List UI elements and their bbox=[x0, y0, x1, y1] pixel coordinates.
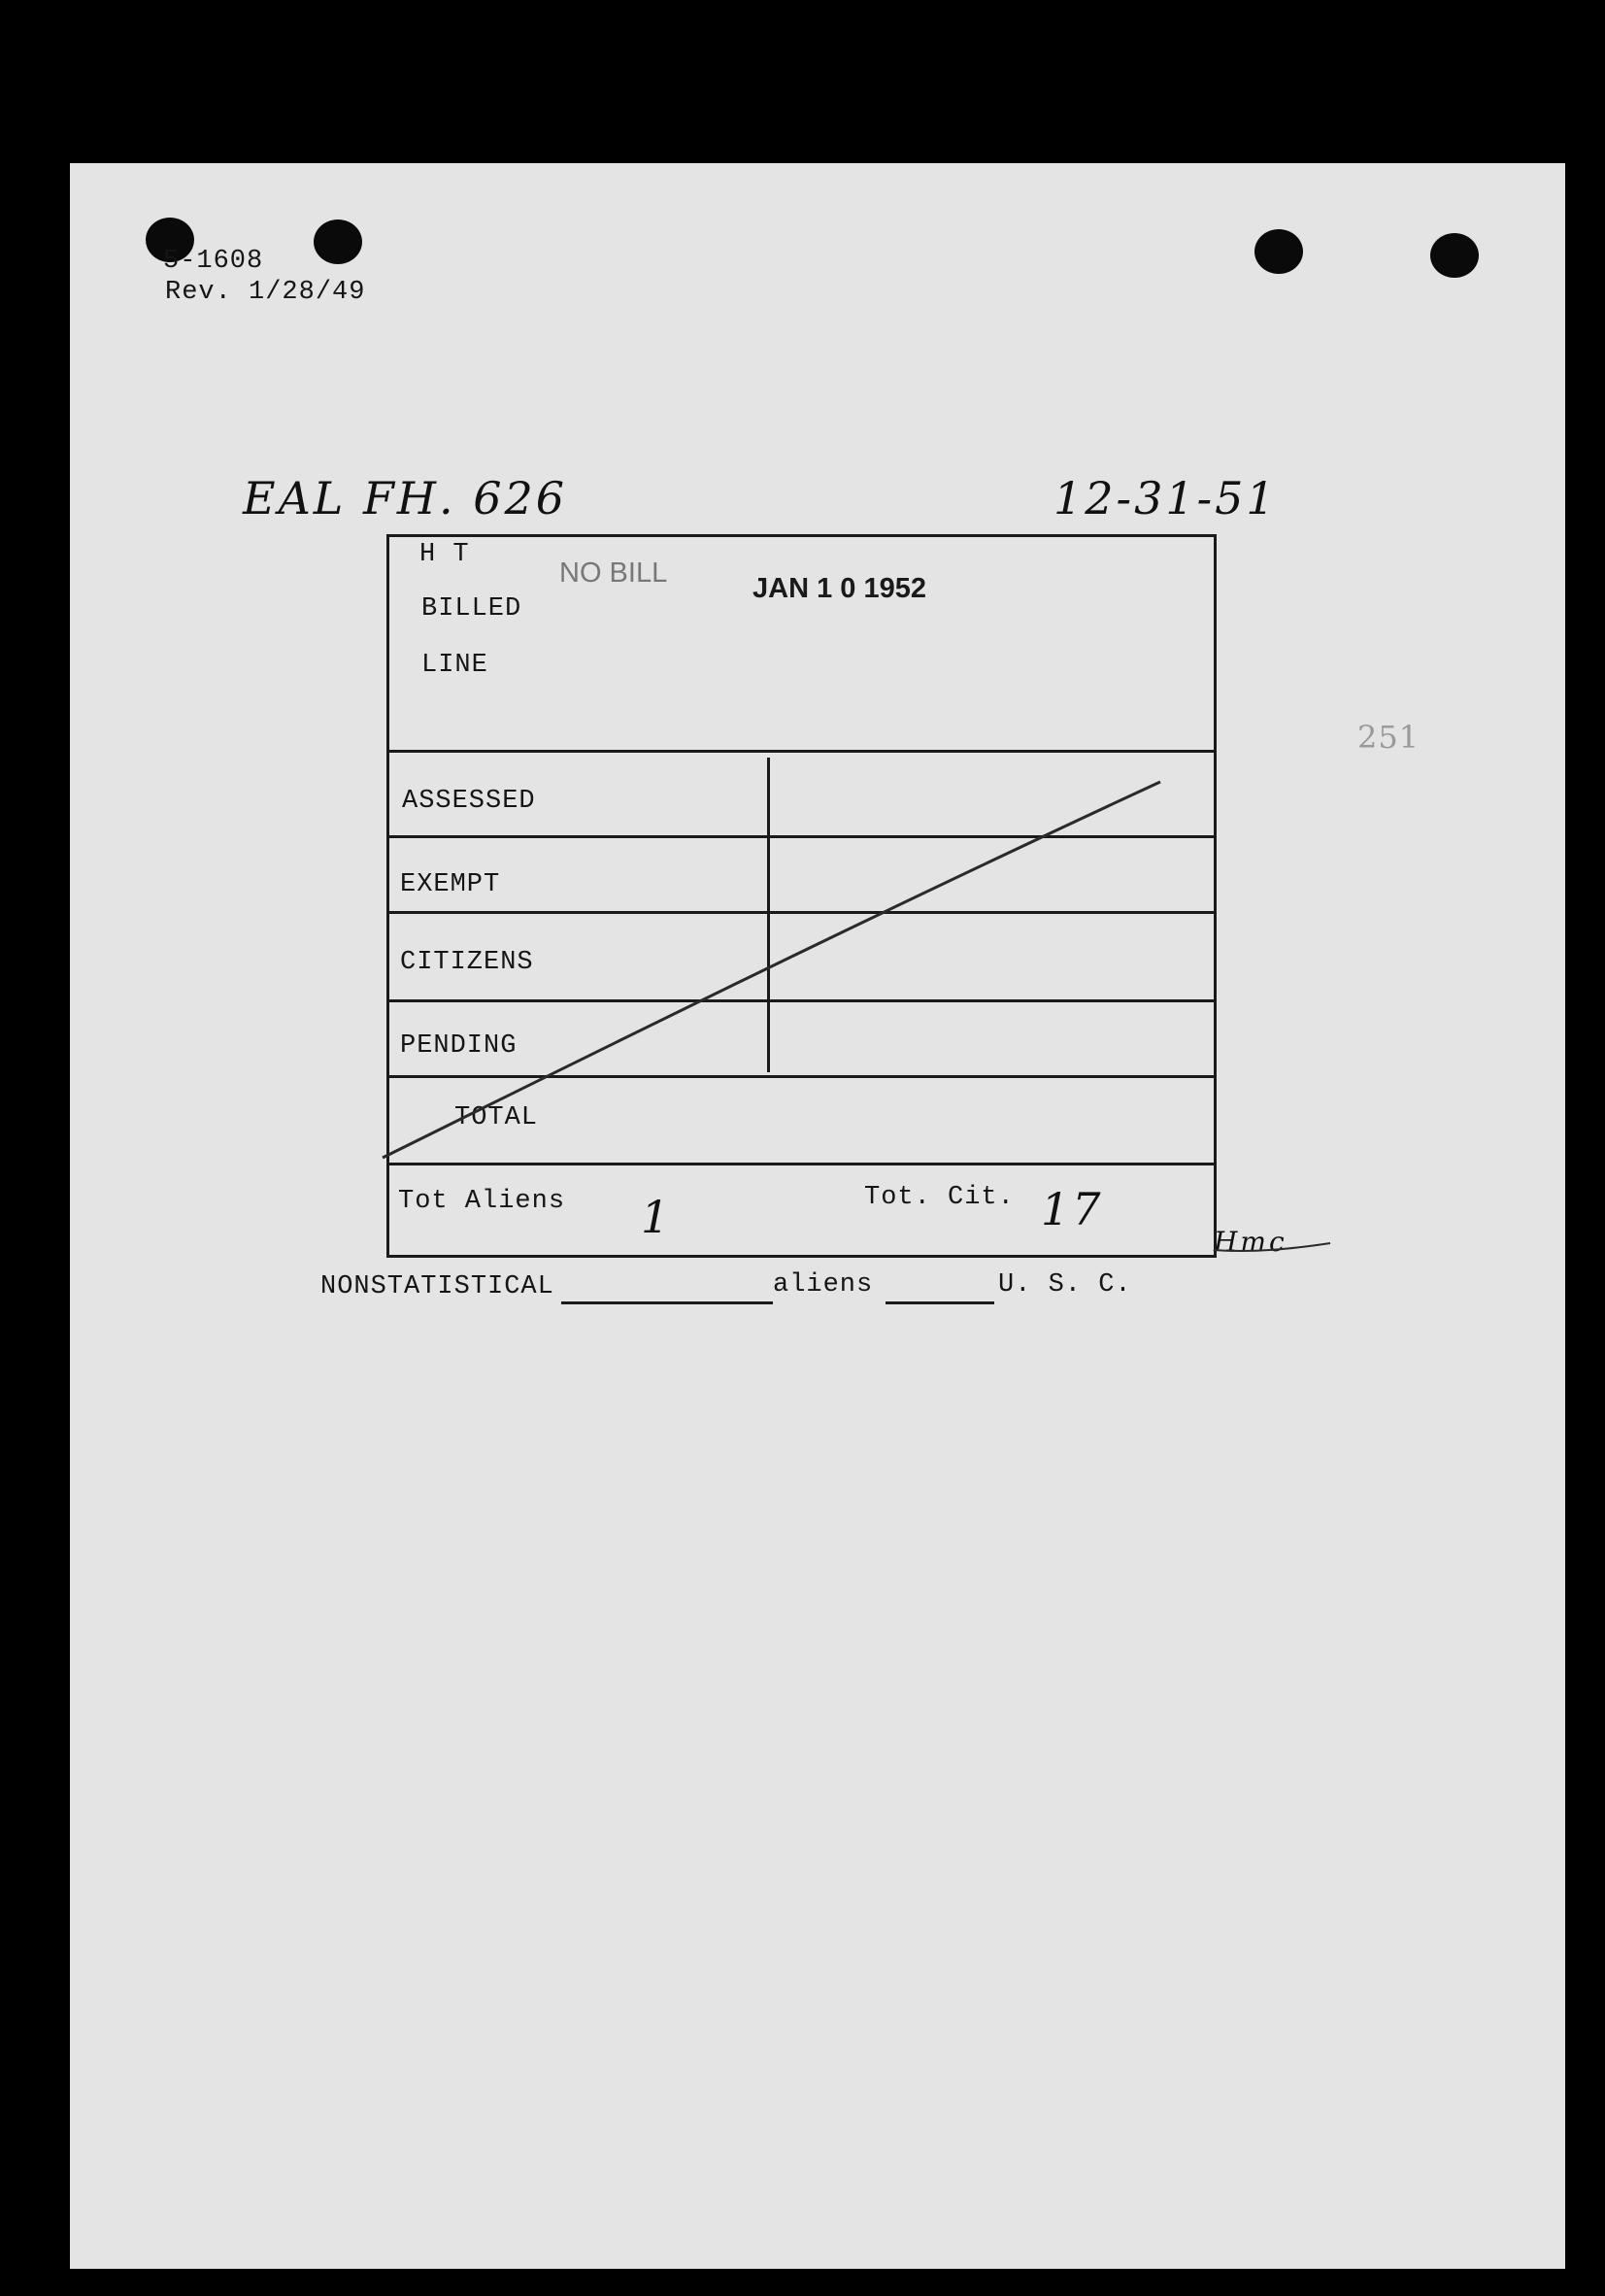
date-stamp: JAN 1 0 1952 bbox=[752, 573, 926, 604]
label-line: LINE bbox=[421, 651, 488, 680]
label-ht: H T bbox=[419, 540, 470, 569]
tot-aliens-value: 1 bbox=[641, 1191, 673, 1243]
row-label-exempt: EXEMPT bbox=[400, 870, 501, 899]
nonstatistical-label: NONSTATISTICAL bbox=[320, 1272, 554, 1301]
aliens-blank bbox=[886, 1301, 994, 1304]
usc-label: U. S. C. bbox=[998, 1270, 1132, 1300]
form-number: 5-1608 bbox=[163, 247, 264, 276]
tot-cit-label: Tot. Cit. bbox=[864, 1183, 1015, 1212]
page-number: 251 bbox=[1357, 719, 1421, 756]
label-billed: BILLED bbox=[421, 594, 522, 624]
row-label-citizens: CITIZENS bbox=[400, 948, 534, 977]
aliens-label: aliens bbox=[773, 1270, 874, 1300]
nonstatistical-blank bbox=[561, 1301, 773, 1304]
tot-aliens-label: Tot Aliens bbox=[398, 1187, 566, 1216]
handwritten-date: 12-31-51 bbox=[1053, 472, 1278, 524]
handwritten-initials: Hmc bbox=[1214, 1226, 1287, 1258]
row-label-assessed: ASSESSED bbox=[402, 787, 536, 816]
row-label-pending: PENDING bbox=[400, 1031, 518, 1061]
form-revision: Rev. 1/28/49 bbox=[165, 278, 366, 307]
handwritten-file-reference: EAL FH. 626 bbox=[243, 472, 568, 524]
total-label: TOTAL bbox=[454, 1103, 539, 1132]
tot-cit-value: 17 bbox=[1041, 1183, 1104, 1235]
no-bill-stamp: NO BILL bbox=[559, 557, 668, 589]
